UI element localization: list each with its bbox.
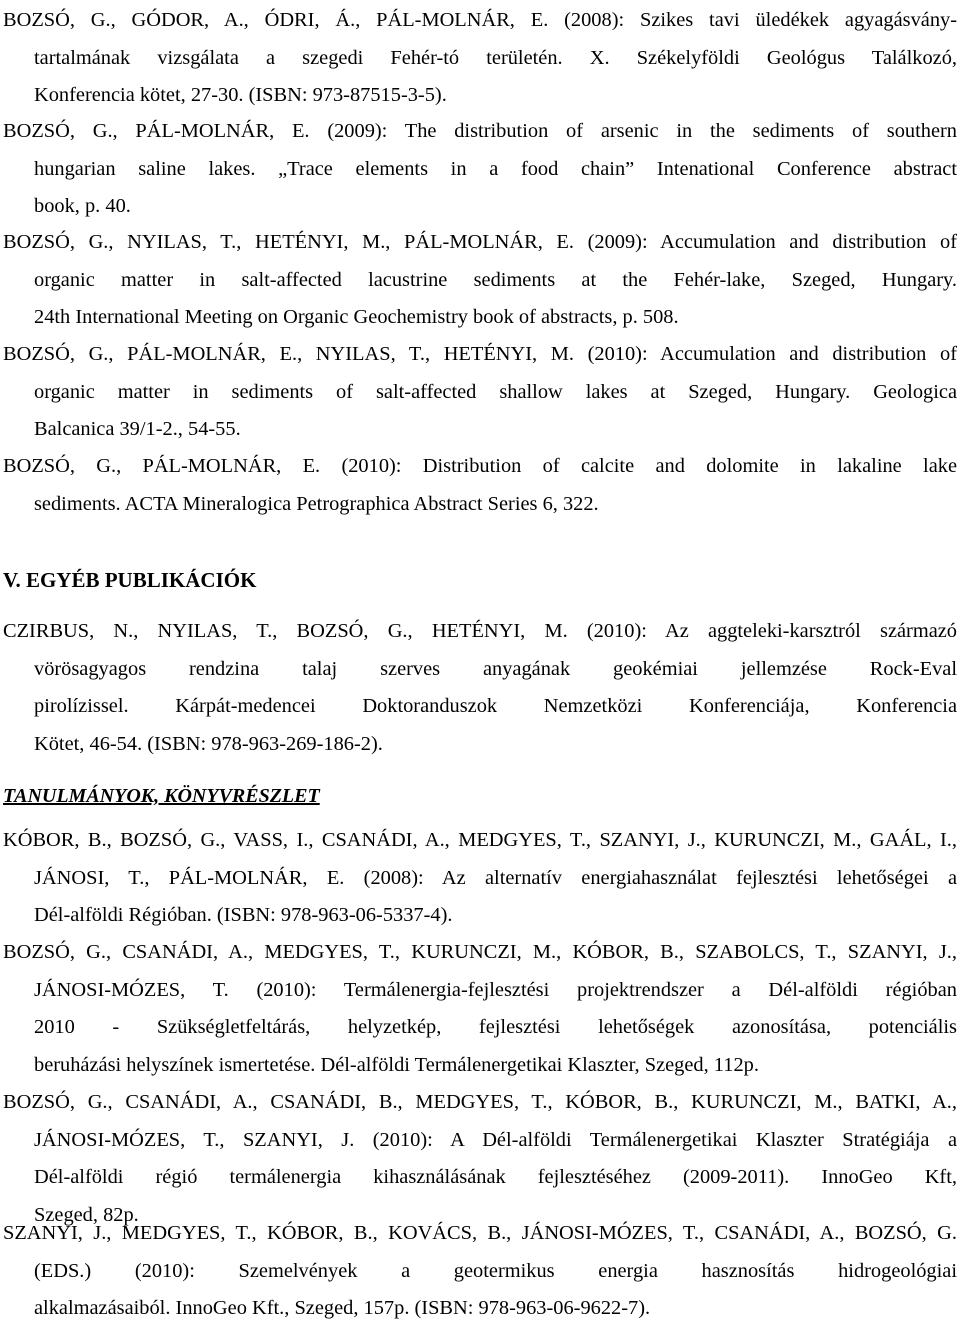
reference-line: BOZSÓ, G., CSANÁDI, A., CSANÁDI, B., MEDGYES, T., KÓBOR, B., KURUNCZI, M., BATKI, A., <box>3 1091 957 1113</box>
subsection-heading: TANULMÁNYOK, KÖNYVRÉSZLET <box>3 785 320 807</box>
reference-entry <box>3 113 957 226</box>
reference-line: beruházási helyszínek ismertetése. Dél-alföldi Termálenergetikai Klaszter, Szeged, 112p. <box>34 1053 759 1076</box>
reference-line: SZANYI, J., MEDGYES, T., KÓBOR, B., KOVÁCS, B., JÁNOSI-MÓZES, T., CSANÁDI, A., BOZSÓ, G. <box>3 1222 957 1244</box>
reference-entry <box>3 934 957 1084</box>
reference-line: tartalmának vizsgálata a szegedi Fehér-tó területén. X. Székelyföldi Geológus Találkozó, <box>34 46 957 69</box>
reference-line: (EDS.) (2010): Szemelvények a geotermikus energia hasznosítás hidrogeológiai <box>34 1259 957 1282</box>
reference-line: 24th International Meeting on Organic Geochemistry book of abstracts, p. 508. <box>34 306 679 328</box>
reference-line: BOZSÓ, G., GÓDOR, A., ÓDRI, Á., PÁL-MOLNÁR, E. (2008): Szikes tavi üledékek agyagásvány- <box>3 9 957 31</box>
reference-line: Balcanica 39/1-2., 54-55. <box>34 418 241 440</box>
reference-line: book, p. 40. <box>34 195 131 217</box>
reference-line: Dél-alföldi Régióban. (ISBN: 978-963-06-5337-4). <box>34 904 453 926</box>
reference-entry <box>3 448 957 523</box>
reference-entry <box>3 613 957 763</box>
reference-line: organic matter in salt-affected lacustrine sediments at the Fehér-lake, Szeged, Hungary. <box>34 268 957 291</box>
reference-entry <box>3 336 957 449</box>
reference-entry <box>3 822 957 935</box>
reference-line: KÓBOR, B., BOZSÓ, G., VASS, I., CSANÁDI, A., MEDGYES, T., SZANYI, J., KURUNCZI, M., GAÁL, I., <box>3 829 957 851</box>
reference-line: pirolízissel. Kárpát-medencei Doktoranduszok Nemzetközi Konferenciája, Konferencia <box>34 695 957 717</box>
reference-line: BOZSÓ, G., CSANÁDI, A., MEDGYES, T., KURUNCZI, M., KÓBOR, B., SZABOLCS, T., SZANYI, J., <box>3 941 957 963</box>
reference-line: Konferencia kötet, 27-30. (ISBN: 973-87515-3-5). <box>34 84 447 106</box>
reference-line: alkalmazásaiból. InnoGeo Kft., Szeged, 157p. (ISBN: 978-963-06-9622-7). <box>34 1297 651 1319</box>
reference-line: organic matter in sediments of salt-affected shallow lakes at Szeged, Hungary. Geologica <box>34 380 957 403</box>
reference-entry <box>3 1084 957 1234</box>
reference-line: hungarian saline lakes. „Trace elements in a food chain” Intenational Conference abstract <box>34 157 957 180</box>
reference-line: JÁNOSI-MÓZES, T. (2010): Termálenergia-fejlesztési projektrendszer a Dél-alföldi régióban <box>34 978 957 1001</box>
reference-entry <box>3 1215 957 1328</box>
reference-line: Szeged, 82p. <box>34 1203 139 1226</box>
reference-line: BOZSÓ, G., NYILAS, T., HETÉNYI, M., PÁL-MOLNÁR, E. (2009): Accumulation and distribution of <box>3 231 957 253</box>
reference-line: BOZSÓ, G., PÁL-MOLNÁR, E. (2009): The distribution of arsenic in the sediments of southern <box>3 120 957 142</box>
reference-line: Dél-alföldi régió termálenergia kihasználásának fejlesztéséhez (2009-2011). InnoGeo Kft, <box>34 1166 957 1188</box>
reference-line: BOZSÓ, G., PÁL-MOLNÁR, E. (2010): Distribution of calcite and dolomite in lakaline lake <box>3 455 957 477</box>
section-heading: V. EGYÉB PUBLIKÁCIÓK <box>3 568 257 592</box>
reference-line: CZIRBUS, N., NYILAS, T., BOZSÓ, G., HETÉNYI, M. (2010): Az aggteleki-karsztról származó <box>3 620 957 642</box>
reference-line: JÁNOSI-MÓZES, T., SZANYI, J. (2010): A Dél-alföldi Termálenergetikai Klaszter Stratégiája a <box>34 1128 957 1151</box>
reference-line: Kötet, 46-54. (ISBN: 978-963-269-186-2). <box>34 732 383 755</box>
reference-line: BOZSÓ, G., PÁL-MOLNÁR, E., NYILAS, T., HETÉNYI, M. (2010): Accumulation and distribution of <box>3 343 957 365</box>
reference-line: sediments. ACTA Mineralogica Petrographica Abstract Series 6, 322. <box>34 492 599 515</box>
reference-line: 2010 - Szükségletfeltárás, helyzetkép, fejlesztési lehetőségek azonosítása, potenciális <box>34 1016 957 1038</box>
reference-line: JÁNOSI, T., PÁL-MOLNÁR, E. (2008): Az alternatív energiahasználat fejlesztési lehetőségei a <box>34 866 957 889</box>
reference-entry <box>3 2 957 115</box>
reference-entry <box>3 224 957 337</box>
reference-line: vörösagyagos rendzina talaj szerves anyagának geokémiai jellemzése Rock-Eval <box>34 657 957 680</box>
